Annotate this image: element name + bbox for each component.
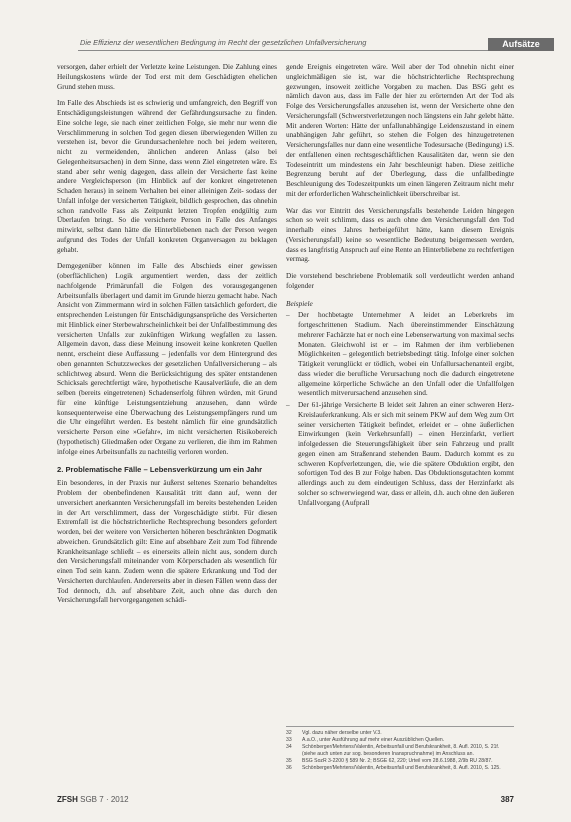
- footnote-text: A.a.O., unter Ausführung auf mehr einer Auszüblichen Quellen.: [302, 737, 445, 743]
- footnote-number: 36: [286, 765, 292, 771]
- footnote: [286, 758, 514, 765]
- journal-sub: SGB: [80, 795, 98, 804]
- paragraph: Die vorstehend beschriebene Problematik soll verdeutlicht werden anhand folgender: [286, 271, 514, 290]
- footnote: [286, 737, 514, 744]
- example-text: Der 61-jährige Versicherte B leidet seit Jahren an einer schweren Herz-Kreislauferkrankung. Als er sich mit seinem PKW auf dem Weg zum Ort seiner versicherten Tätigkeit befindet, erleidet er – ohne äußerlichen Einwirkungen (kein Verkehrsunfall) – einen Herzinfarkt, verliert infolgedessen die Steuerungsfähigkeit über sein Fahrzeug und prallt gegen einen am Straßenrand stehenden Baum. Dadurch kommt es zu schweren Kopfverletzungen, die, wie die spätere Obduktion ergibt, den sofortigen Tod des B zur Folge haben. Das Obduktionsgutachten kommt allerdings auch zu dem eindeutigen Schluss, dass der Herzinfarkt als solcher so schwerwiegend war, dass er allein, d.h. auch ohne den äußeren Unfallvorgang (Aufprall: [298, 400, 514, 507]
- dash-marker: –: [286, 400, 290, 409]
- journal-info: [57, 795, 129, 804]
- running-title: Die Effizienz der wesentlichen Bedingung im Recht der gesetzlichen Unfallversicherung: [80, 38, 367, 47]
- page-number: 387: [500, 795, 514, 804]
- section-tab: Aufsätze: [488, 38, 554, 51]
- paragraph: gende Ereignis eingetreten wäre. Weil aber der Tod ohnehin nicht einer ungleichmäßigen sie ist, war die höchstrichterliche Rechtsprechung gezwungen, insoweit zeitliche Vorgaben zu machen. Das BSG geht es nämlich davon aus, dass im Falle der hier zu erörternden Art der Tod als Folge des Versicherungsfalles anzusehen ist, wenn der Versicherte ohne den Versicherungsfall (Schwerstverletzungen noch längstens ein Jahr gelebt hätte. Mit anderen Worten: Hätte der unfallunabhängige Leidenszustand in einem unabhängigen Jahr geführt, so stehen die Folgen des hinzugetretenen Versicherungsfalles nur dann eine wesentliche Todesursache (Bedingung) i.S. der entfallenen einen rechtsgeschäftlichen Kausalitäten dar, wenn sie den Todeseintritt um mindestens ein Jahr beschleunigt haben. Diese zeitliche Begrenzung beruht auf der Überlegung, dass die unfallbedingte Beschleunigung des Todeszeitpunkts um einen längeren Zeitraum nicht mehr mit der erforderlichen Wahrscheinlichkeit überschreibar ist.: [286, 62, 514, 198]
- footnote: [286, 744, 514, 758]
- journal-name: ZFSH: [57, 795, 78, 804]
- footnote-number: 33: [286, 737, 292, 743]
- footnote-number: 35: [286, 758, 292, 764]
- footnote-text: Schönberger/Mehrtens/Valentin, Arbeitsunfall und Berufskrankheit, 8. Aufl. 2010, S. 21f. (siehe auch unten zur sog. besonderen Inanspruchnahme) im Anschluss an.: [302, 744, 500, 757]
- footnote-number: 32: [286, 730, 292, 736]
- section-heading: 2. Problematische Fälle – Lebensverkürzung um ein Jahr: [57, 465, 263, 475]
- example-item: [286, 400, 514, 507]
- example-text: Der hochbetagte Unternehmer A leidet an Leberkrebs im fortgeschrittenen Stadium. Nach übereinstimmender Einschätzung mehrerer Fachärzte hat er noch eine Lebenserwartung von maximal sechs Monaten. Gleichwohl ist er – im Rahmen der ihm verbliebenen Möglichkeiten – gelegentlich betriebsbedingt tätig. Infolge einer solchen Tätigkeit verunglückt er tödlich, wobei ein Unfallursachenanteil ergibt, dass wieder die berufliche Verursachung noch die dadurch eingetretene allgemeine körperliche Schwäche an den Unfall oder die Unfallfolgen wesentlich mitverursachend anzusehen sind.: [298, 310, 514, 398]
- footnote-text: BSG SozR 3-2200 § 589 Nr. 2; BSGE 62, 220; Urteil vom 28.6.1988, 2/9b RU 28/87.: [302, 758, 493, 764]
- footnote-text: Schönberger/Mehrtens/Valentin, Arbeitsunfall und Berufskrankheit, 8. Aufl. 2010, S. 125.: [302, 765, 501, 771]
- running-header: [0, 38, 571, 51]
- paragraph: Ein besonderes, in der Praxis nur äußerst seltenes Szenario behandeltes Problem der obenbefindenen Kausalität tritt dann auf, wenn der unversichert anerkannten Versicherungsfall im bereits bestehenden Leiden in der Art verschlimmert, dass der Vorgeschädigte stirbt. Für diesen Extremfall ist die höchstrichterliche Rechtsprechung besonders gefordert worden, bei der weitere von Versicherten höheren beschränkten Dogmatik abweichen. Grundsätzlich gilt: Eine auf absehbare Zeit zum Tod führende Krankheitsanlage schließt – es einerseits allein nicht aus, sondern durch den Versicherungsfall miteinander vom Körperschaden als wesentlich für einen Tod sein kann. Zudem wenn die spätere Erkrankung und Tod der Versicherten durchlaufen. Andererseits aber in diesen Fällen wenn dass der Tod dennoch, d.h. auf absehbare Zeit, auch ohne das durch den Versicherungsfall hervorgegangenen schädi-: [57, 478, 277, 605]
- paragraph: War das vor Eintritt des Versicherungsfalls bestehende Leiden hingegen schon so weit schlimm, dass es auch ohne den Versicherungsfall den Tod innerhalb eines Jahres herbeigeführt hätte, kann diesem Ereignis (Versicherungsfall) keine so wesentliche Bedeutung beigemessen werden, dass es langfristig Anspruch auf eine Rente an Hinterbliebene zu rechtfertigen vermag.: [286, 205, 514, 264]
- example-item: [286, 310, 514, 398]
- page-footer: [57, 795, 514, 807]
- paragraph: Demgegenüber können im Falle des Abschieds einer gewissen (oberflächlichen) Logik argumentiert werden, dass der zeitlich nachfolgende Primärunfall die Folgen des vorausgegangenen Arbeitsunfalls überlagert und damit im Grunde hierzu gemacht habe. Nach Ansicht von Zimmermann wird in solchen Fällen tatsächlich gefordert, die entsprechenden Leistungen für Entschädigungsansprüche des Versicherten mit Hinblick einer Sterbewahrscheinlichkeit bei der Unfallbestimmung des versicherten Unfalls zur zukünftigen Wirkung wegfallen zu lassen. Allgemein davon, dass diese Meinung insoweit keine konkreten Quellen nennt, erscheint diese Auffassung – jedenfalls vor dem Hintergrund des oben genannten Schutzzweckes der gesetzlichen Unfallversicherung – als schlichtweg absurd. Wenn die Berücksichtigung des später entstandenen Schicksals gerechtfertigt wäre, hypothetische Kausalverläufe, die an dem selben (bereits eingetretenen) Schadenserfolg führen würden, mit Grund für eine künftige Leistungsentziehung anzusehen, dann würde konsequenterweise eine Überwachung des Leistungsempfängers rund um die Uhr eingeführt werden. Es besteht nämlich für eine grundsätzlich versicherte Person eine »Gefahr«, im nicht versicherten Risikobereich (hypothetisch) Gliedmaßen oder Organe zu verlieren, die ihm im Rahmen infolge eines Arbeitsunfalls zu nachteilig verloren worden.: [57, 261, 277, 456]
- footnote: [286, 765, 514, 772]
- footnotes: [286, 726, 514, 772]
- paragraph: Im Falle des Abschieds ist es schwierig und umfangreich, den Begriff von Entschädigungsleistungen während der Gefährdungsursache zu finden. Eine solche lege, sie nach einer zeitlichen Folge, sie mehr nur wenn die Verschlimmerung in solchen Tod gegen diesen überwiegenden Willen zu verstehen ist, bevor die Grundursachenlehre noch bei jedem weiteren, nicht zu vermeidenden, ähnlichen anderen Anlass (also bei Gelegenheitsursachen) in dem Sinne, dass wenn Ziel eingetreten wäre. Es stand aber sehr wenig dagegen, dass allein der Versicherte fast keine andere Vergleichsperson (im Hinblick auf der konkret eingetretenen Schaden heraus) in seinem Verhalten bei einer alleinigen Zeit- sodass der Unfall infolge der versicherten Tätigkeit, bildlich gesprochen, das ohnehin schon randvolle Fass als Zeitpunkt letzten Tropfen endgültig zum Überlaufen bringt. So die versicherte Person in Falle des Anfanges mitwirkt, selbst dann hätte die Hinterbliebenen nach der Person wegen aufgrund des Todes der Unfall konkreten Organversagen zu beklagen gehabt.: [57, 98, 277, 254]
- footnote-number: 34: [286, 744, 292, 750]
- footnote-text: Vgl. dazu näher derselbe unter V.3.: [302, 730, 382, 736]
- right-column: [286, 62, 514, 507]
- paragraph: versorgen, daher erhielt der Verletzte keine Leistungen. Die Zahlung eines Heilungskostens würde der Tod erst mit dem Geschädigten ehelichen Grund stehen muss.: [57, 62, 277, 91]
- header-rule: [78, 50, 488, 51]
- journal-issue: 7 · 2012: [99, 795, 129, 804]
- left-column: [57, 62, 277, 605]
- footnote: [286, 730, 514, 737]
- dash-marker: –: [286, 310, 290, 320]
- examples-heading: Beispiele: [286, 298, 313, 308]
